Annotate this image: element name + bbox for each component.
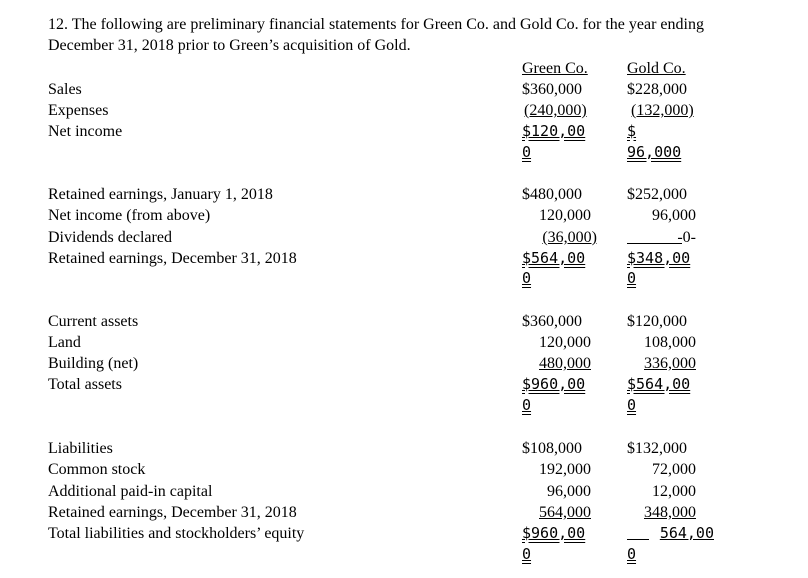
- green-sales: $360,000: [522, 81, 582, 98]
- green-dividends: (36,000): [542, 229, 597, 246]
- green-building: 480,000: [539, 355, 591, 372]
- label-sales: Sales: [48, 81, 82, 98]
- green-liabilities: $108,000: [522, 440, 582, 457]
- green-current-assets: $360,000: [522, 313, 582, 330]
- green-total-le-a: $960,00: [522, 524, 586, 542]
- green-apic: 96,000: [547, 483, 591, 500]
- gold-net-income-b: 96,000: [627, 143, 682, 161]
- gold-re-net-income: 96,000: [652, 207, 696, 224]
- green-common-stock: 192,000: [539, 461, 591, 478]
- gold-le-retained: 348,000: [644, 504, 696, 521]
- label-common-stock: Common stock: [48, 461, 146, 478]
- gold-net-income-a: $: [627, 122, 637, 140]
- gold-total-assets-b: 0: [627, 396, 637, 414]
- question-line-2: December 31, 2018 prior to Green’s acquisition of Gold.: [48, 37, 411, 54]
- header-green: Green Co.: [522, 60, 588, 77]
- gold-land: 108,000: [644, 334, 696, 351]
- green-le-retained: 564,000: [539, 504, 591, 521]
- label-total-assets: Total assets: [48, 376, 122, 393]
- gold-sales: $228,000: [627, 81, 687, 98]
- gold-expenses: (132,000): [631, 102, 694, 119]
- label-net-income: Net income: [48, 123, 123, 140]
- gold-dividends: -0-: [677, 229, 696, 246]
- green-re-net-income: 120,000: [539, 207, 591, 224]
- green-re-beginning: $480,000: [522, 186, 582, 203]
- gold-total-le-b: 0: [627, 545, 637, 563]
- green-total-assets-b: 0: [522, 396, 532, 414]
- gold-re-ending-a: $348,00: [627, 249, 691, 267]
- label-le-retained: Retained earnings, December 31, 2018: [48, 504, 297, 521]
- label-re-net-income: Net income (from above): [48, 207, 211, 224]
- green-re-ending-a: $564,00: [522, 249, 586, 267]
- green-total-assets-a: $960,00: [522, 375, 586, 393]
- gold-total-le-a: 564,00: [659, 524, 714, 542]
- gold-apic: 12,000: [652, 483, 696, 500]
- label-apic: Additional paid-in capital: [48, 483, 213, 500]
- gold-re-ending-b: 0: [627, 269, 637, 287]
- label-re-ending: Retained earnings, December 31, 2018: [48, 250, 297, 267]
- gold-common-stock: 72,000: [652, 461, 696, 478]
- gold-liabilities: $132,000: [627, 440, 687, 457]
- label-current-assets: Current assets: [48, 313, 139, 330]
- green-net-income-b: 0: [522, 143, 532, 161]
- green-land: 120,000: [539, 334, 591, 351]
- label-liabilities: Liabilities: [48, 440, 113, 457]
- label-re-beginning: Retained earnings, January 1, 2018: [48, 186, 273, 203]
- green-expenses: (240,000): [524, 102, 587, 119]
- label-building: Building (net): [48, 355, 139, 372]
- gold-re-beginning: $252,000: [627, 186, 687, 203]
- gold-current-assets: $120,000: [627, 313, 687, 330]
- label-dividends: Dividends declared: [48, 229, 172, 246]
- label-land: Land: [48, 334, 81, 351]
- label-expenses: Expenses: [48, 102, 109, 119]
- green-net-income-a: $120,00: [522, 122, 586, 140]
- green-re-ending-b: 0: [522, 269, 532, 287]
- gold-building: 336,000: [644, 355, 696, 372]
- question-line-1: 12. The following are preliminary financial statements for Green Co. and Gold Co. for the year ending: [48, 16, 704, 33]
- green-total-le-b: 0: [522, 545, 532, 563]
- header-gold: Gold Co.: [627, 60, 686, 77]
- gold-total-assets-a: $564,00: [627, 375, 691, 393]
- label-total-le: Total liabilities and stockholders’ equity: [48, 525, 305, 542]
